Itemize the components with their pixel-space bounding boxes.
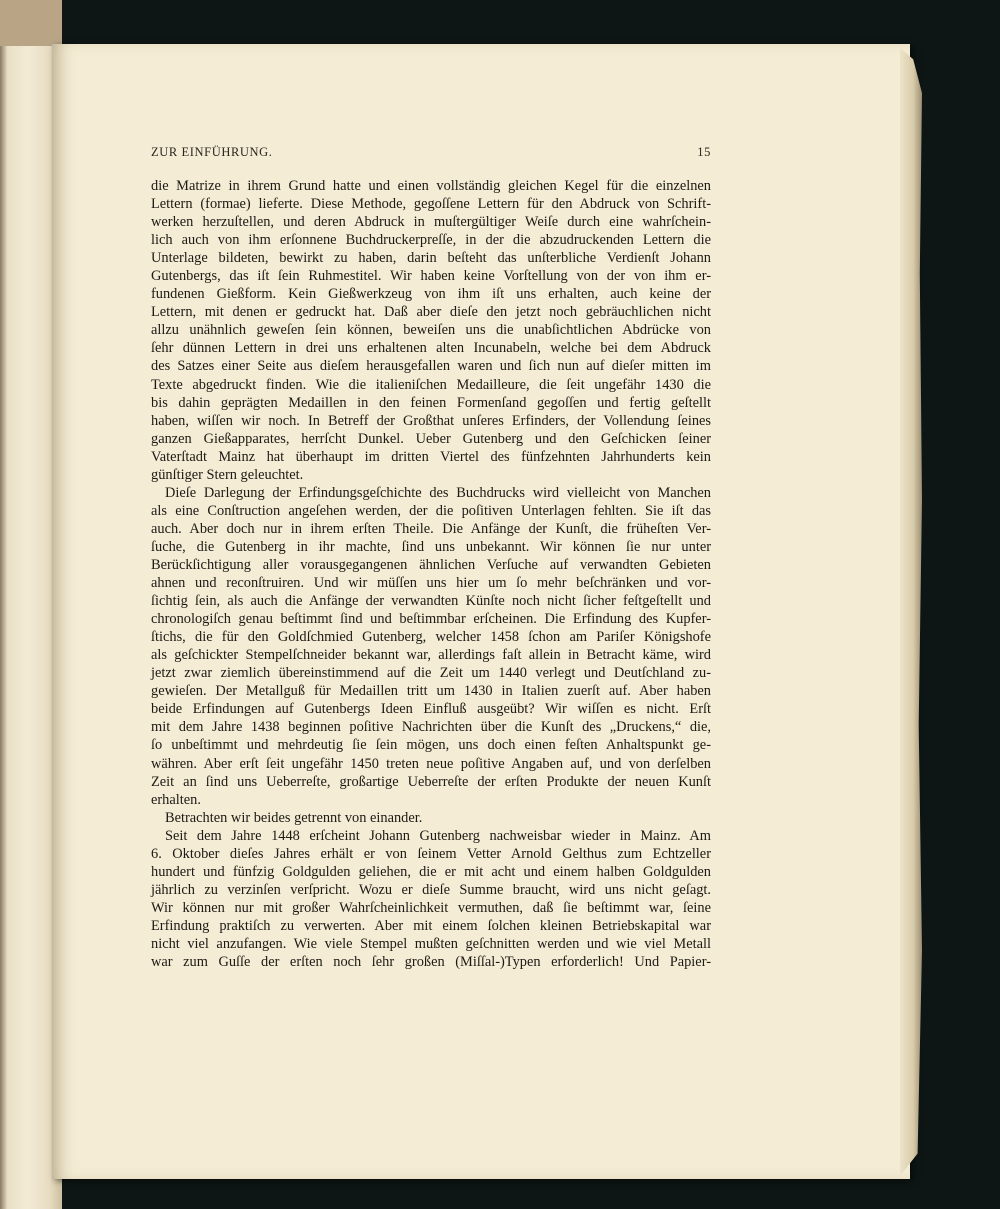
book-cover-corner: [0, 0, 62, 46]
page-number: 15: [697, 145, 711, 159]
text-line: ahnen und reconſtruiren. Und wir müſſen uns hier um ſo mehr beſchränken und vor-: [151, 575, 711, 592]
text-line: des Satzes einer Seite aus dieſem herausgefallen waren und ſich nun auf dieſer mitten im: [151, 358, 711, 375]
page-deckle-edge: [900, 48, 922, 1176]
text-line: chronologiſch genau beſtimmt ſind und beſtimmbar erſcheinen. Die Erfindung des Kupfer-: [151, 611, 711, 628]
text-line: währen. Aber erſt ſeit ungefähr 1450 treten neue poſitive Angaben auf, und von derſelben: [151, 755, 711, 772]
text-line: ſuche, die Gutenberg in ihr machte, ſind uns unbekannt. Wir können ſie nur unter: [151, 538, 711, 555]
text-line: Berückſichtigung aller vorausgegangenen ähnlichen Verſuche auf verwandten Gebieten: [151, 556, 711, 573]
paragraph-single-line: Betrachten wir beides getrennt von einander.: [165, 809, 423, 826]
text-line: lich auch von ihm erſonnene Buchdruckerpreſſe, in der die abzudruckenden Lettern die: [151, 232, 711, 249]
text-line: gewieſen. Der Metallguß für Medaillen tritt um 1430 in Italien zuerſt auf. Aber haben: [151, 683, 711, 700]
text-line: fundenen Gießform. Kein Gießwerkzeug von ihm iſt uns erhalten, auch keine der: [151, 286, 711, 303]
paragraph-end-line: erhalten.: [151, 791, 201, 808]
text-line: ſo unbeſtimmt und mehrdeutig ſie ſein mögen, uns doch einen feſten Anhaltspunkt ge-: [151, 737, 711, 754]
running-head: [151, 145, 711, 163]
text-line: allzu unähnlich geweſen ſein können, beweiſen uns die unabſichtlichen Abdrücke von: [151, 322, 711, 339]
paragraph-start-line: Dieſe Darlegung der Erfindungsgeſchichte des Buchdrucks wird vielleicht von Manchen: [165, 484, 711, 501]
text-line: Vaterſtadt Mainz hat überhaupt im dritten Viertel des fünfzehnten Jahrhunderts kein: [151, 448, 711, 465]
text-line: beide Erfindungen auf Gutenbergs Ideen Einfluß ausgeübt? Wir wiſſen es nicht. Erſt: [151, 701, 711, 718]
text-line: mit dem Jahre 1438 beginnen poſitive Nachrichten über die Kunſt des „Druckens,“ die,: [151, 719, 711, 736]
text-line: ganzen Gießapparates, herrſcht Dunkel. Ueber Gutenberg und den Geſchicken ſeiner: [151, 430, 711, 447]
text-line: nicht viel anzufangen. Wie viele Stempel mußten geſchnitten werden und wie viel Metall: [151, 935, 711, 952]
body-text: [151, 177, 711, 971]
text-line: Wir können nur mit großer Wahrſcheinlichkeit vermuthen, daß ſie beſtimmt war, ſeine: [151, 899, 711, 916]
text-line: Zeit an ſind uns Ueberreſte, großartige Ueberreſte der erſten Produkte der neuen Kunſt: [151, 773, 711, 790]
text-line: ſehr dünnen Lettern in drei uns erhaltenen alten Incunabeln, welche bei dem Abdruck: [151, 340, 711, 357]
text-line: jährlich zu verzinſen verſpricht. Wozu er dieſe Summe braucht, wird uns nicht geſagt.: [151, 881, 711, 898]
text-line: Erfindung praktiſch zu verwerten. Aber mit einem ſolchen kleinen Betriebskapital war: [151, 917, 711, 934]
text-line: war zum Guſſe der erſten noch ſehr großen (Miſſal-)Typen erforderlich! Und Papier-: [151, 954, 711, 971]
text-line: Lettern (formae) lieferte. Diese Methode, gegoſſene Lettern für den Abdruck von Schrift-: [151, 196, 711, 213]
text-line: 6. Oktober dieſes Jahres erhält er von ſeinem Vetter Arnold Gelthus zum Echtzeller: [151, 845, 711, 862]
text-line: die Matrize in ihrem Grund hatte und einen vollständig gleichen Kegel für die einzelnen: [151, 178, 711, 194]
text-line: hundert und fünfzig Goldgulden geliehen, die er mit acht und einem halben Goldgulden: [151, 863, 711, 880]
text-line: ſichtig ſein, als auch die Anfänge der verwandten Künſte noch nicht ſicher feſtgeſtellt und: [151, 593, 711, 610]
paragraph-start-line: Seit dem Jahre 1448 erſcheint Johann Gutenberg nachweisbar wieder in Mainz. Am: [165, 827, 711, 844]
text-line: Gutenbergs, das iſt ſein Ruhmestitel. Wir haben keine Vorſtellung von der von ihm er-: [151, 268, 711, 285]
text-line: Unterlage bildeten, bewirkt zu haben, darin beſteht das unſterbliche Verdienſt Johann: [151, 250, 711, 267]
text-line: Texte abgedruckt finden. Wie die italieniſchen Medailleure, die ſeit ungefähr 1430 die: [151, 376, 711, 393]
text-line: Lettern, mit denen er gedruckt hat. Daß aber dieſe den jetzt noch gebräuchlichen nicht: [151, 304, 711, 321]
text-line: jetzt zwar ziemlich übereinstimmend auf die Zeit um 1440 verlegt und Deutſchland zu-: [151, 665, 711, 682]
text-line: bis dahin geprägten Medaillen in den feinen Formenſand gegoſſen und fertig geſtellt: [151, 394, 711, 411]
text-line: als eine Conſtruction angeſehen werden, der die poſitiven Unterlagen fehlten. Sie iſt das: [151, 502, 711, 519]
text-line: werken herzuſtellen, und deren Abdruck in muſtergültiger Weiſe durch eine wahrſchein-: [151, 214, 711, 231]
text-line: ſtichs, die für den Goldſchmied Gutenberg, welcher 1458 ſchon am Pariſer Königshofe: [151, 629, 711, 646]
text-line: haben, wiſſen wir noch. In Betreff der Großthat unſeres Erfinders, der Vollendung ſeines: [151, 412, 711, 429]
text-line: auch. Aber doch nur in ihrem erſten Theile. Die Anfänge der Kunſt, die früheſten Ver-: [151, 520, 711, 537]
text-line: als geſchickter Stempelſchneider bekannt war, allerdings faſt allein in Betracht käme, wird: [151, 647, 711, 664]
running-title: ZUR EINFÜHRUNG.: [151, 145, 273, 159]
paragraph-end-line: günſtiger Stern geleuchtet.: [151, 466, 304, 483]
